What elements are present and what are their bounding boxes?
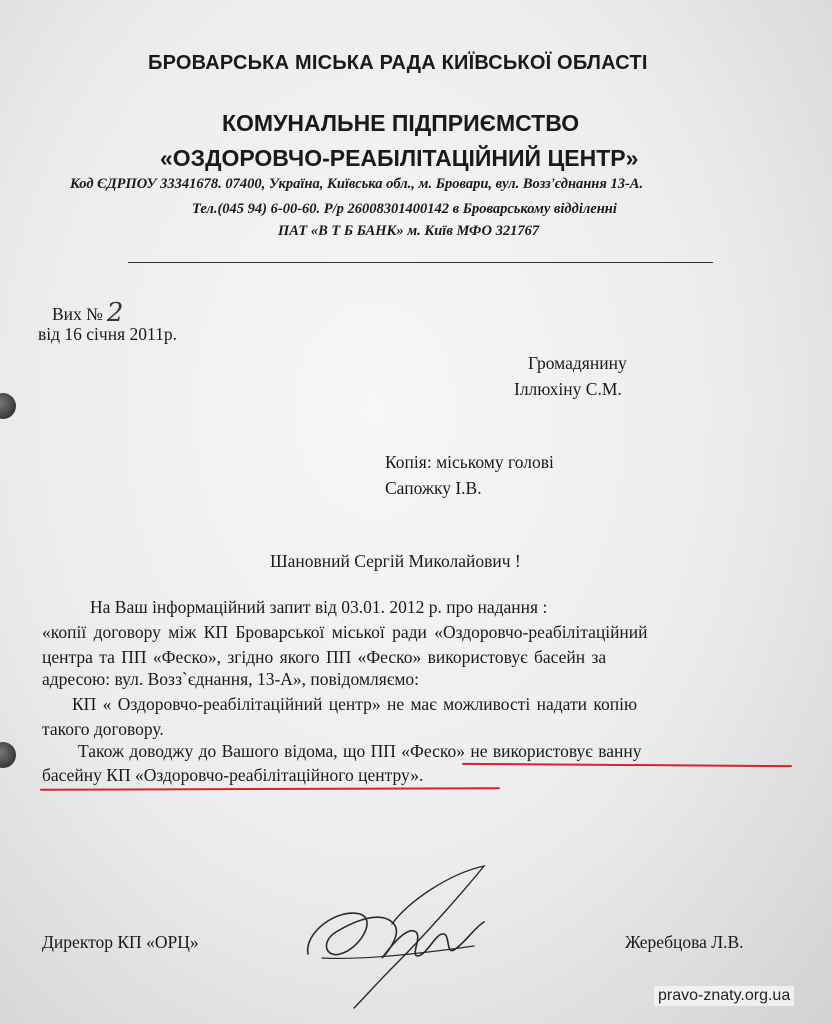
council-heading: БРОВАРСЬКА МІСЬКА РАДА КИЇВСЬКОЇ ОБЛАСТІ (148, 52, 648, 74)
outgoing-number-value: 2 (106, 298, 124, 328)
body-line: басейну КП «Оздоровчо-реабілітаційного центру». (42, 765, 424, 785)
addressee-name: Іллюхіну С.М. (514, 379, 622, 399)
header-divider (128, 262, 713, 263)
requisites-line: ПАТ «В Т Б БАНК» м. Київ МФО 321767 (278, 223, 540, 239)
director-label: Директор КП «ОРЦ» (42, 932, 199, 952)
handwritten-signature (298, 862, 498, 1012)
copy-recipient-name: Сапожку І.В. (385, 478, 482, 498)
enterprise-heading: КОМУНАЛЬНЕ ПІДПРИЄМСТВО (222, 110, 580, 136)
outgoing-number-label: Вих № (52, 304, 103, 324)
body-line: «копії договору між КП Броварської міської ради «Оздоровчо-реабілітаційний (42, 622, 648, 642)
body-line: Також доводжу до Вашого відома, що ПП «Феско» не використовує ванну (78, 741, 642, 761)
body-line: центра та ПП «Феско», згідно якого ПП «Феско» використовує басейн за (42, 647, 607, 667)
outgoing-number (52, 297, 123, 327)
copy-recipient-title: Копія: міському голові (385, 452, 554, 472)
body-line: адресою: вул. Возз`єднання, 13-А», повідомляємо: (42, 669, 420, 689)
body-line: такого договору. (42, 719, 164, 739)
source-watermark: pravo-znaty.org.ua (654, 986, 794, 1006)
body-line: КП « Оздоровчо-реабілітаційний центр» не має можливості надати копію (72, 694, 638, 714)
signer-name: Жеребцова Л.В. (625, 932, 744, 952)
center-heading: «ОЗДОРОВЧО-РЕАБІЛІТАЦІЙНИЙ ЦЕНТР» (160, 145, 639, 171)
greeting: Шановний Сергій Миколайович ! (270, 551, 521, 571)
punch-hole (0, 393, 16, 419)
body-line: На Ваш інформаційний запит від 03.01. 2012 р. про надання : (90, 597, 548, 617)
requisites-line: Код ЄДРПОУ 33341678. 07400, Україна, Київська обл., м. Бровари, вул. Возз'єднання 13-А. (70, 176, 644, 192)
punch-hole (0, 742, 16, 768)
red-underline (40, 787, 500, 791)
requisites-line: Тел.(045 94) 6-00-60. Р/р 26008301400142 в Броварському відділенні (192, 201, 617, 217)
outgoing-date: від 16 січня 2011р. (38, 324, 177, 344)
addressee-title: Громадянину (528, 353, 627, 373)
red-underline (462, 763, 792, 767)
